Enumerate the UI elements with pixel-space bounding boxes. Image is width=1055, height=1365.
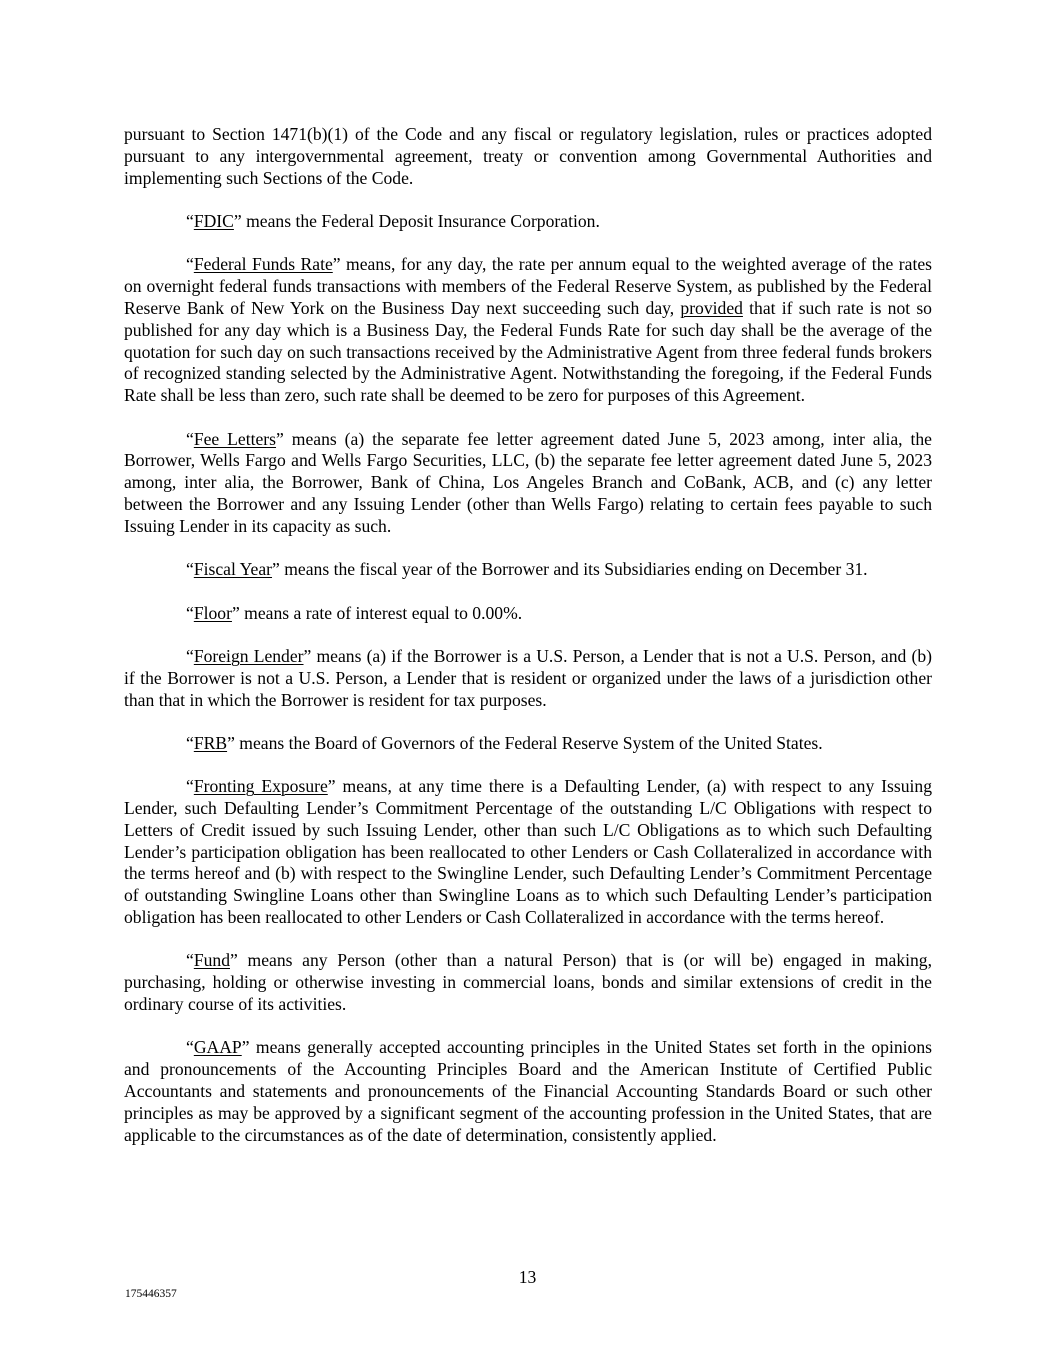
continuation-text: pursuant to Section 1471(b)(1) of the Code and any fiscal or regulatory legislation, rules or practices adopted pursuant to any intergovernmental agreement, treaty or convention among Governmental Authorities and implementing such Sections of the Code. bbox=[124, 124, 932, 188]
definition-frb: “FRB” means the Board of Governors of the Federal Reserve System of the United States. bbox=[186, 732, 823, 753]
defined-term-frb: FRB bbox=[193, 732, 228, 753]
definition-foreign-lender: “Foreign Lender” means (a) if the Borrower is a U.S. Person, a Lender that is not a U.S. Person, and (b) if the Borrower is not a U.S. Person, a Lender that is resident or organized under the laws of a jurisdiction other than that in which the Borrower is resident for tax purposes. bbox=[124, 645, 932, 710]
defined-term-fee-letters: Fee Letters bbox=[193, 428, 277, 449]
page-number: 13 bbox=[518, 1267, 537, 1287]
definition-text-federal-funds-rate-b: that if such rate is not so published for any day which is a Business Day, the Federal Funds Rate for such day shall be the average of the quotation for such day on such transactions received by the Administrative Agent from three federal funds brokers of recognized standing selected by the Administrative Agent. Notwithstanding the foregoing, if the Federal Funds Rate shall be less than zero, such rate shall be deemed to be zero for purposes of this Agreement. bbox=[124, 297, 932, 406]
definition-fronting-exposure: “Fronting Exposure” means, at any time there is a Defaulting Lender, (a) with respect to any Issuing Lender, such Defaulting Lender’s Commitment Percentage of the outstanding L/C Obligations with respect to Letters of Credit issued by such Issuing Lender, other than such L/C Obligations as to which such Defaulting Lender’s participation obligation has been reallocated to other Lenders or Cash Collateralized in accordance with the terms hereof and (b) with respect to the Swingline Lender, such Defaulting Lender’s Commitment Percentage of outstanding Swingline Loans other than Swingline Loans as to which such Defaulting Lender’s participation obligation has been reallocated to other Lenders or Cash Collateralized in accordance with the terms hereof. bbox=[124, 776, 932, 928]
defined-term-gaap: GAAP bbox=[193, 1037, 242, 1058]
definition-text-fee-letters: means (a) the separate fee letter agreement dated June 5, 2023 among, inter alia, the Borrower, Wells Fargo and Wells Fargo Securities, LLC, (b) the separate fee letter agreement dated June 5, 2023 among, inter alia, the Borrower, Bank of China, Los Angeles Branch and CoBank, ACB, and (c) any letter between the Borrower and any Issuing Lender (other than Wells Fargo) relating to certain fees payable to such Issuing Lender in its capacity as such. bbox=[124, 428, 932, 536]
definition-fiscal-year: “Fiscal Year” means the fiscal year of the Borrower and its Subsidiaries ending on December 31. bbox=[186, 559, 868, 580]
definition-federal-funds-rate: “Federal Funds Rate” means, for any day, the rate per annum equal to the weighted average of the rates on overnight federal funds transactions with members of the Federal Reserve System, as published by the Federal Reserve Bank of New York on the Business Day next succeeding such day, provided that if such rate is not so published for any day which is a Business Day, the Federal Funds Rate for such day shall be the average of the quotation for such day on such transactions received by the Administrative Agent from three federal funds brokers of recognized standing selected by the Administrative Agent. Notwithstanding the foregoing, if the Federal Funds Rate shall be less than zero, such rate shall be deemed to be zero for purposes of this Agreement. bbox=[124, 254, 932, 406]
defined-term-fronting-exposure: Fronting Exposure bbox=[193, 776, 328, 797]
definition-text-frb: means the Board of Governors of the Federal Reserve System of the United States. bbox=[234, 732, 823, 753]
document-body bbox=[124, 124, 932, 1168]
defined-term-fdic: FDIC bbox=[193, 210, 234, 231]
definition-text-fronting-exposure: means, at any time there is a Defaulting Lender, (a) with respect to any Issuing Lender, such Defaulting Lender’s Commitment Percentage of the outstanding L/C Obligations with respect to Letters of Credit issued by such Issuing Lender, other than such L/C Obligations as to which such Defaulting Lender’s participation obligation has been reallocated to other Lenders or Cash Collateralized in accordance with the terms hereof and (b) with respect to the Swingline Lender, such Defaulting Lender’s Commitment Percentage of outstanding Swingline Loans other than Swingline Loans as to which such Defaulting Lender’s participation obligation has been reallocated to other Lenders or Cash Collateralized in accordance with the terms hereof. bbox=[124, 776, 932, 928]
definition-text-floor: means a rate of interest equal to 0.00%. bbox=[239, 602, 523, 623]
continuation-paragraph bbox=[124, 124, 932, 189]
defined-term-federal-funds-rate: Federal Funds Rate bbox=[193, 254, 333, 275]
document-id: 175446357 bbox=[125, 1288, 177, 1300]
definition-fdic: “FDIC” means the Federal Deposit Insurance Corporation. bbox=[186, 210, 600, 231]
definition-text-fdic: means the Federal Deposit Insurance Corporation. bbox=[241, 210, 600, 231]
definition-floor: “Floor” means a rate of interest equal to 0.00%. bbox=[186, 602, 523, 623]
definition-text-fiscal-year: means the fiscal year of the Borrower and its Subsidiaries ending on December 31. bbox=[279, 559, 868, 580]
provided-term: provided bbox=[680, 297, 743, 318]
definition-text-gaap: means generally accepted accounting principles in the United States set forth in the opinions and pronouncements of the Accounting Principles Board and the American Institute of Certified Public Accountants and statements and pronouncements of the Financial Accounting Standards Board or such other principles as may be approved by a significant segment of the accounting profession in the United States, that are applicable to the circumstances as of the date of determination, consistently applied. bbox=[124, 1037, 932, 1145]
definition-fund: “Fund” means any Person (other than a natural Person) that is (or will be) engaged in making, purchasing, holding or otherwise investing in commercial loans, bonds and similar extensions of credit in the ordinary course of its activities. bbox=[124, 950, 932, 1015]
definition-gaap: “GAAP” means generally accepted accounting principles in the United States set forth in the opinions and pronouncements of the Accounting Principles Board and the American Institute of Certified Public Accountants and statements and pronouncements of the Financial Accounting Standards Board or such other principles as may be approved by a significant segment of the accounting profession in the United States, that are applicable to the circumstances as of the date of determination, consistently applied. bbox=[124, 1037, 932, 1145]
defined-term-floor: Floor bbox=[193, 602, 232, 623]
definition-text-federal-funds-rate-a: means, for any day, the rate per annum equal to the weighted average of the rates on overnight federal funds transactions with members of the Federal Reserve System, as published by the Federal Reserve Bank of New York on the Business Day next succeeding such day, bbox=[124, 254, 932, 318]
defined-term-foreign-lender: Foreign Lender bbox=[193, 645, 304, 666]
defined-term-fiscal-year: Fiscal Year bbox=[193, 559, 273, 580]
definition-fee-letters: “Fee Letters” means (a) the separate fee letter agreement dated June 5, 2023 among, inter alia, the Borrower, Wells Fargo and Wells Fargo Securities, LLC, (b) the separate fee letter agreement dated June 5, 2023 among, inter alia, the Borrower, Bank of China, Los Angeles Branch and CoBank, ACB, and (c) any letter between the Borrower and any Issuing Lender (other than Wells Fargo) relating to certain fees payable to such Issuing Lender in its capacity as such. bbox=[124, 428, 932, 536]
defined-term-fund: Fund bbox=[193, 950, 230, 971]
definition-text-fund: means any Person (other than a natural Person) that is (or will be) engaged in making, purchasing, holding or otherwise investing in commercial loans, bonds and similar extensions of credit in the ordinary course of its activities. bbox=[124, 950, 932, 1015]
definition-text-foreign-lender: means (a) if the Borrower is a U.S. Person, a Lender that is not a U.S. Person, and (b) if the Borrower is not a U.S. Person, a Lender that is resident or organized under the laws of a jurisdiction other than that in which the Borrower is resident for tax purposes. bbox=[124, 645, 932, 710]
